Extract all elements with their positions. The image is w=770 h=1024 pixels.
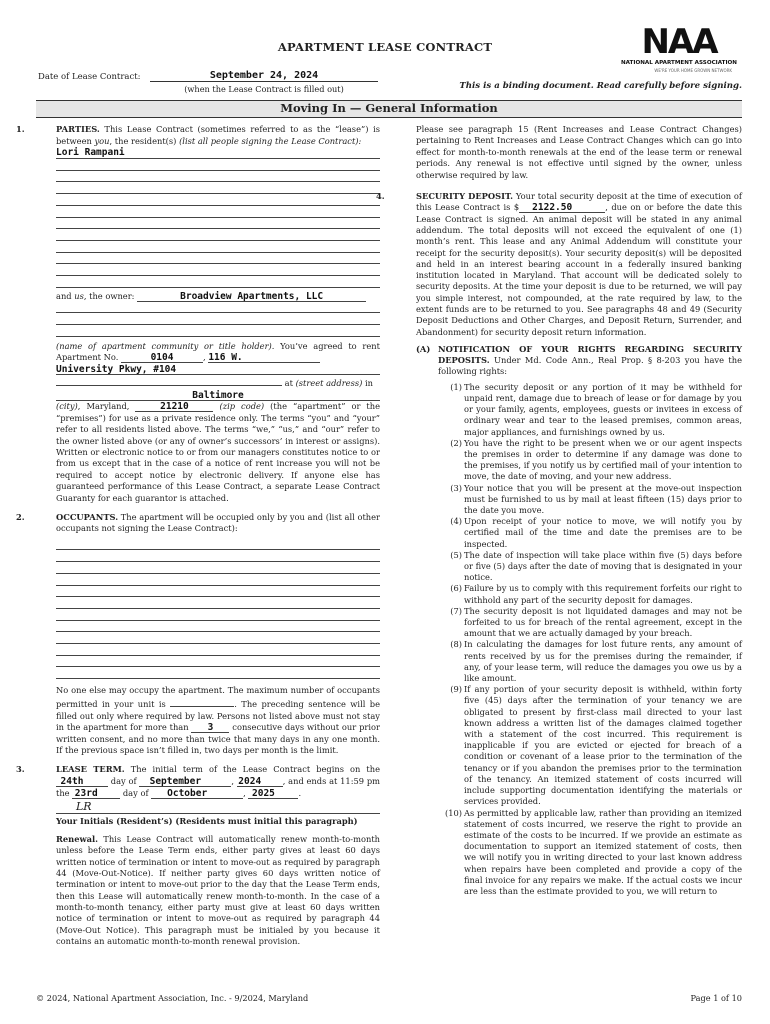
binding-notice: This is a binding document. Read carefully before signing. [459,81,742,91]
occupants-text: The apartment will be occupied only by you and (list all other occupants not signing the Lease Contract): [56,511,380,534]
occupants-rules [56,685,380,756]
rights-item-text: The date of inspection will take place within five (5) days before or five (5) days after the date of moving that is designated in your notice. [464,549,742,583]
owner-field-line[interactable] [56,325,380,337]
occupant-field[interactable] [56,667,380,679]
logo-tagline: WE'RE YOUR HOME GROWN NETWORK [654,68,732,74]
occupant-field[interactable] [56,609,380,621]
occupant-field[interactable] [56,586,380,598]
rights-list-item [450,639,742,684]
rights-item-text: Your notice that you will be present at the move-out inspection must be furnished to us by mail at least fifteen (15) days prior to the date you move. [464,482,742,516]
end-year-field[interactable]: 2025 [248,788,298,799]
renewal-heading: Renewal. [56,834,99,845]
begin-day-field[interactable]: 24th [56,776,108,787]
resident-field[interactable] [56,194,380,206]
occupants-list [36,539,380,757]
rights-item-text: If any portion of your security deposit is withheld, within forty five (45) days after the termination of your tenancy we are obligated to present by first-class mail directed to your last known address a written list of the damages claimed together with a statement of the cost incurred. This requirement is inapplicable if you are evicted or ejected for breach of a condition or covenant of a lease prior to the termination of the tenancy or if you abandon the premises prior to the termination of the tenancy. An itemized statement of costs incurred will include supporting documentation identifying the materials or services provided. [464,684,742,807]
street-field[interactable]: 116 W. [208,352,320,363]
rights-list-item [450,381,742,438]
owner-label: and [56,290,72,301]
right-column [376,124,742,897]
occupants-rule-text: . The preceding sentence will be filled out only where required by law. Persons not listed above must not stay in the apartment for more than [56,699,381,733]
subsection-label: (A) [416,343,431,354]
rights-item-text: You have the right to be present when we or our agent inspects the premises in order to determine if any damage was done to the premises, if you notify us by certified mail of your intention to move, the date of moving, and your new address. [464,437,742,482]
max-occupants-field[interactable] [170,696,234,707]
deposit-amount-field[interactable]: 2122.50 [519,202,605,213]
date-note: (when the Lease Contract is filled out) [184,84,344,94]
rights-item-number: (6) [450,583,462,594]
rights-list-item [450,605,742,640]
renewal-text: This Lease Contract will automatically renew month-to-month unless before the Lease Term ends, either party gives at least 60 days written notice of termination or intent to move-out as required by paragraph 44 (Move-Out-Notice). If neither party gives 60 days written notice of termination or intent to move-out prior to the day that the Lease Term ends, then this Lease will automatically renew month-to-month. In the case of a month-to-month tenancy, either party must give at least 60 days written notice of termination or intent to move-out as required by paragraph 44 (Move-Out Notice). This paragraph must be initialed by you because it contains an automatic month-to-month renewal provision. [56,834,380,946]
rights-list-item [450,549,742,584]
apartment-address: (name of apartment community or title holder). You’ve agreed to rent Apartment No. 0104 , 116 W. University Pkwy, #104 at (street address) in Baltimore (city), Maryland, 21210 (zip code) (the “apartment” or the “premises”) for use as a private residence only. The terms “you” and “your” refer to all residents listed above. The terms “we,” “us,” and “our” refer to the owner listed above (or any of owner’s successors’ in interest or assigns). Written or electronic notice to or from our managers constitutes notice to or from us except that in the case of a notice of rent increase you will not be required to accept notice by electronic delivery. If anyone else has guaranteed performance of this Lease Contract, a separate Lease Contract Guaranty for each guarantor is attached. [56,340,381,503]
document-title: APARTMENT LEASE CONTRACT [277,40,493,54]
parties-body: (the “apartment” or the “premises”) for use as a private residence only. The terms “you” and “your” refer to all residents listed above. The terms “we,” “us,” and “our” refer to the owner listed above (or any of owner’s successors’ in interest or assigns). Written or electronic notice to or from our managers constitutes notice to or from us except that in the case of a notice of rent increase you will not be required to accept notice by electronic delivery. If anyone else has guaranteed performance of this Lease Contract, a separate Lease Contract Guaranty for each guarantor is attached. [56,401,381,503]
rights-list [416,382,742,897]
apartment-number-field[interactable]: 0104 [121,352,203,363]
initials-block [36,801,380,947]
left-column [16,124,381,947]
paragraph-security-deposit [376,191,742,338]
occupant-field[interactable] [56,644,380,656]
paragraph-lease-term: 3. LEASE TERM. The initial term of the Lease Contract begins on the 24th day of September , 2024 , and ends at 11:59 pm the 23rd day of October , 2025 . [16,764,381,799]
rights-item-text: In calculating the damages for lost future rents, any amount of rents received by us for the premises during the remainder, if any, of your lease term, will reduce the damages you owe us by a like amount. [464,639,742,684]
owner-us: us [74,290,84,301]
city-field[interactable]: Baltimore [56,390,380,402]
deposit-rights-section [396,344,742,897]
resident-field[interactable] [56,241,380,253]
resident-field[interactable] [56,229,380,241]
parties-you: you [94,135,110,146]
rights-item-text: The security deposit is not liquidated damages and may not be forfeited to us for breach of the rental agreement, except in the amount that we are actually damaged by your breach. [464,605,742,639]
rights-item-number: (9) [450,684,462,695]
rights-item-number: (5) [450,549,462,560]
paragraph-number: 3. [16,764,25,775]
paragraph-heading: LEASE TERM. [56,764,125,775]
resident-field[interactable] [56,276,380,288]
rights-list-item [444,807,742,898]
naa-logo [618,22,740,81]
owner-field-line[interactable] [56,313,380,325]
logo-name: NATIONAL APARTMENT ASSOCIATION [620,60,737,66]
paragraph-number: 2. [16,511,25,522]
occupant-field[interactable] [56,597,380,609]
rights-item-text: Upon receipt of your notice to move, we will notify you by certified mail of the time and date the premises are to be inspected. [464,516,742,549]
deposit-body: , due on or before the date this Lease Contract is signed. An animal deposit will be stated in any animal addendum. The total deposits will not exceed the equivalent of one (1) month’s rent. This lease and any Animal Addendum will constitute your receipt for the security deposit(s). Your security deposit(s) will be deposited and held in an interest bearing account in a federally insured banking institution located in Maryland. That account will be dedicated solely to security deposits. At the time your deposit is due to be returned, we will pay you simple interest, not compounded, at the rate required by law, to the extent funds are to be returned to you. See paragraphs 48 and 49 (Security Deposit Deductions and Other Charges, and Deposit Return, Surrender, and Abandonment) for security deposit return information. [416,202,742,337]
rights-item-text: As permitted by applicable law, rather than providing an itemized statement of costs incurred, we reserve the right to provide an estimate of the costs to be incurred. If we provide an estimate as documentation to support an itemized statement of costs, then we will notify you in writing directed to your last known address when repairs have been completed and provide a copy of the final invoice for any repairs we make. If the actual costs we incur are less than the estimate provided to you, we will return to [464,807,742,896]
resident-field[interactable] [56,171,380,183]
city-instruction: (city) [56,401,78,412]
footer-page-number: Page 1 of 10 [690,993,742,1003]
paragraph-heading: SECURITY DEPOSIT. [416,191,513,202]
footer-copyright: © 2024, National Apartment Association, Inc. - 9/2024, Maryland [36,993,309,1003]
resident-field[interactable] [56,206,380,218]
day-of-label: day of [110,776,137,787]
in-label: in [365,378,373,389]
end-day-field[interactable]: 23rd [72,788,120,799]
occupant-field[interactable] [56,562,380,574]
paragraph-heading: OCCUPANTS. [56,511,119,522]
rights-item-text: The security deposit or any portion of it may be withheld for unpaid rent, damage due to breach of lease or for damage by you or your family, agents, employees, guests or invitees in excess of ordinary wear and tear to the leased premises, common areas, major appliances, and furnishings owned by us. [464,381,742,437]
owner-field-line[interactable] [56,302,380,314]
rights-list-item [450,583,742,605]
zip-instruction: (zip code) [219,401,265,412]
rights-intro: Under Md. Code Ann., Real Prop. § 8-203 you have the following rights: [438,355,742,377]
residents-list [36,147,380,504]
paragraph-number: 4. [376,191,385,202]
at-label: at [284,378,293,389]
zip-field[interactable]: 21210 [135,401,213,412]
rights-list-item [450,482,742,517]
date-label: Date of Lease Contract: [38,72,141,82]
occupant-field[interactable] [56,632,380,644]
initials-label: Your Initials (Resident’s) (Residents must initial this paragraph) [56,816,358,827]
end-month-field[interactable]: October [151,788,243,799]
renewal-paragraph [56,834,380,947]
logo-letters: NAA [641,22,717,62]
resident-field[interactable] [56,253,380,265]
state-text: , Maryland, [77,401,130,412]
rights-item-number: (1) [450,381,462,392]
rights-item-number: (8) [450,639,462,650]
renewal-continued: Please see paragraph 15 (Rent Increases and Lease Contract Changes) pertaining to Rent Increases and Lease Contract Changes which can go into effect for month-to-month renewals at the end of the lease term or renewal periods. Any renewal is not effective until signed by the owner, unless otherwise required by law. [416,124,742,180]
resident-field[interactable] [56,218,380,230]
resident-field[interactable] [56,264,380,276]
date-field[interactable]: September 24, 2024 [150,70,378,82]
rights-item-number: (3) [450,482,462,493]
street-field-3[interactable] [56,375,282,386]
begin-month-field[interactable]: September [139,776,231,787]
section-banner: Moving In — General Information [36,100,742,118]
lease-term-text: The initial term of the Lease Contract begins on the [130,764,381,775]
rights-item-number: (10) [444,807,462,818]
street-field-2[interactable]: University Pkwy, #104 [56,364,380,376]
rights-heading: NOTIFICATION OF YOUR RIGHTS REGARDING SECURITY DEPOSITS. [438,343,742,366]
rights-notification [416,344,742,378]
parties-instruction: (list all people signing the Lease Contract): [179,135,362,146]
rights-item-text: Failure by us to comply with this requirement forfeits our right to withhold any part of the security deposit for damages. [464,583,742,605]
resident-field[interactable]: Lori Rampani [56,147,380,159]
occupant-field[interactable] [56,539,380,551]
paragraph-heading: PARTIES. [56,124,100,134]
rights-list-item [450,684,742,807]
street-address-row [56,375,380,389]
occupants-max-text: No one else may occupy the apartment. The maximum number of occupants permitted in your unit is [56,685,380,710]
rights-item-number: (7) [450,605,462,616]
paragraph-parties-rest [56,401,380,504]
paragraph-number: 1. [16,124,25,134]
owner-label-b: , the owner: [83,290,135,301]
day-of-label: day of [122,787,149,798]
deposit-text: Your total security deposit at the time of execution of this Lease Contract is $ [416,191,742,213]
occupant-field[interactable] [56,621,380,633]
rights-list-item [450,437,742,483]
begin-year-field[interactable]: 2024 [237,776,283,787]
parties-text-b: , the resident(s) [109,135,177,146]
paragraph-parties [16,124,380,147]
occupant-field[interactable] [56,656,380,668]
community-text: . You’ve agreed to rent Apartment No. [56,340,380,363]
paragraph-occupants [16,511,380,535]
occupant-field[interactable] [56,550,380,562]
resident-field[interactable] [56,159,380,171]
initials-field[interactable]: LR [56,801,380,814]
street-instruction: (street address) [295,378,363,389]
resident-field[interactable] [56,182,380,194]
rights-item-number: (2) [450,437,462,448]
occupants-limit-text: consecutive days without our prior written consent, and no more than twice that many days in any one month. If the previous space isn’t filled in, two days per month is the limit. [56,722,380,756]
owner-field[interactable]: Broadview Apartments, LLC [137,291,366,302]
guest-days-field[interactable]: 3 [191,722,229,733]
rights-item-number: (4) [450,516,462,527]
rights-list-item [450,516,742,550]
community-instruction: (name of apartment community or title holder) [56,340,272,351]
occupant-field[interactable] [56,574,380,586]
parties-text: This Lease Contract (sometimes referred to as the “lease”) is between [56,124,380,146]
ends-at-text: , and ends at 11:59 pm the [56,776,381,798]
owner-row [56,291,380,302]
